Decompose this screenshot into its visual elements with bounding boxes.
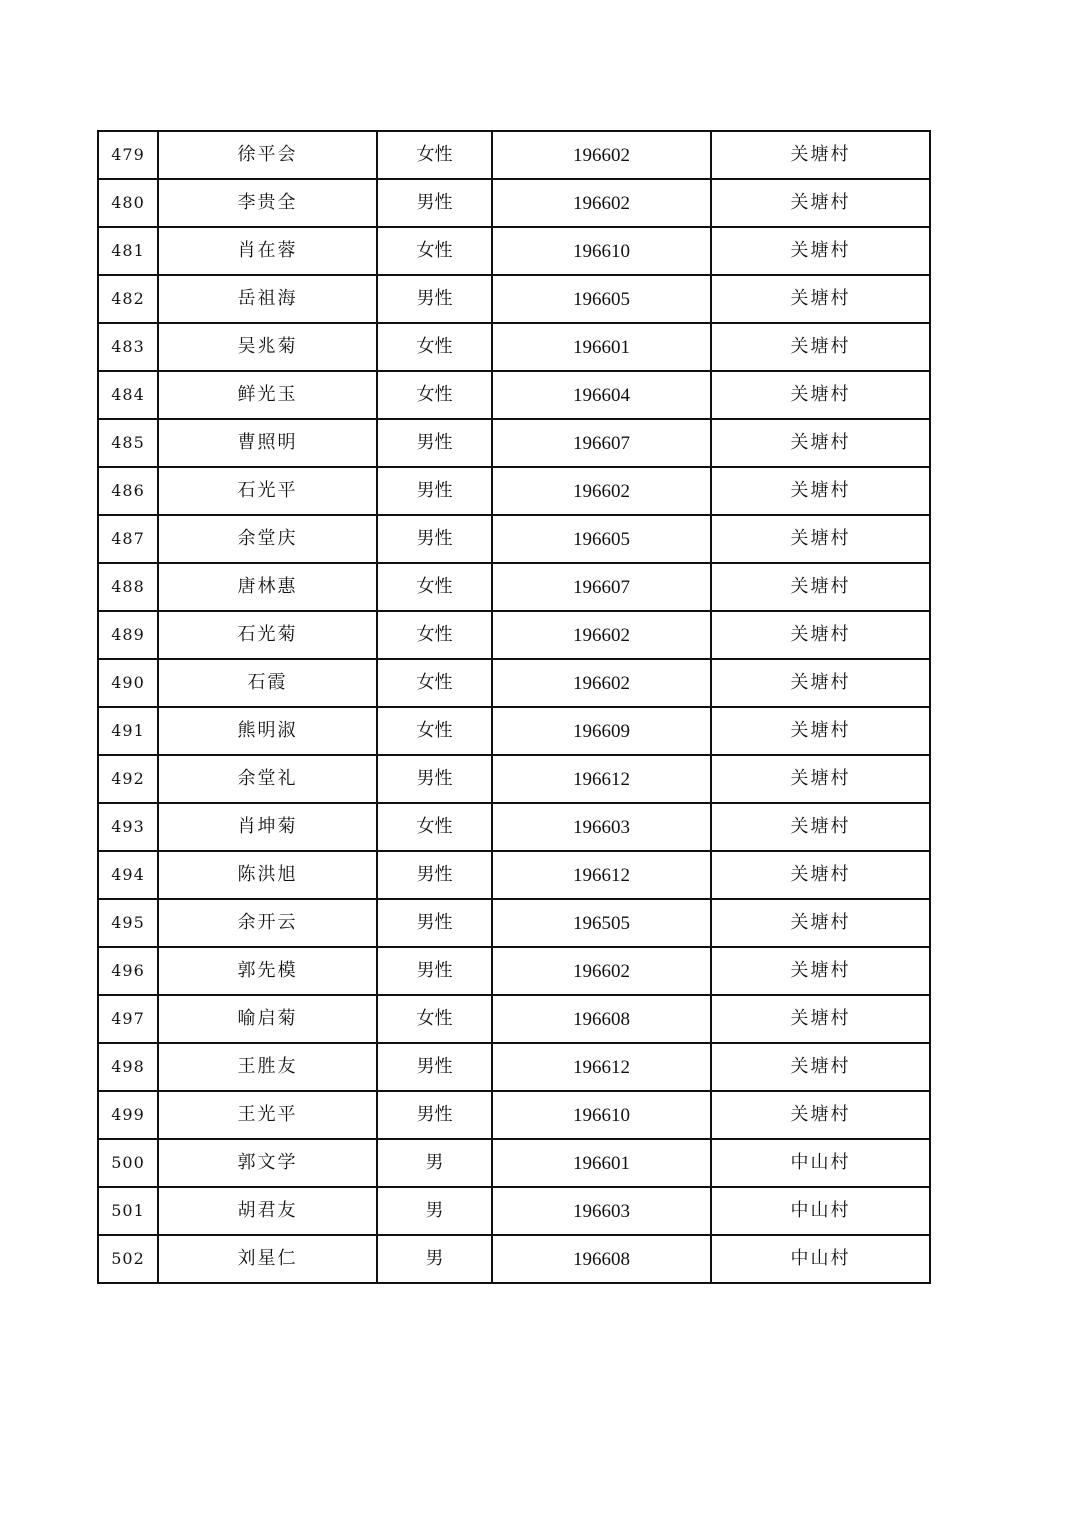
name-cell: 余开云 (158, 899, 377, 947)
name-cell: 余堂礼 (158, 755, 377, 803)
gender-cell: 男性 (377, 275, 492, 323)
village-cell: 关塘村 (711, 227, 930, 275)
gender-cell: 男性 (377, 899, 492, 947)
row-number-cell: 487 (98, 515, 158, 563)
birth-month-cell: 196607 (492, 419, 711, 467)
birth-month-cell: 196601 (492, 1139, 711, 1187)
birth-month-cell: 196602 (492, 947, 711, 995)
name-cell: 郭文学 (158, 1139, 377, 1187)
name-cell: 刘星仁 (158, 1235, 377, 1283)
row-number-cell: 484 (98, 371, 158, 419)
row-number-cell: 500 (98, 1139, 158, 1187)
birth-month-cell: 196610 (492, 227, 711, 275)
name-cell: 徐平会 (158, 131, 377, 179)
table-row (98, 995, 930, 1043)
gender-cell: 男性 (377, 1043, 492, 1091)
table-row (98, 227, 930, 275)
village-cell: 关塘村 (711, 371, 930, 419)
table-row (98, 371, 930, 419)
gender-cell: 男 (377, 1139, 492, 1187)
name-cell: 肖坤菊 (158, 803, 377, 851)
name-cell: 曹照明 (158, 419, 377, 467)
row-number-cell: 497 (98, 995, 158, 1043)
birth-month-cell: 196605 (492, 275, 711, 323)
table-row (98, 131, 930, 179)
birth-month-cell: 196612 (492, 755, 711, 803)
village-cell: 关塘村 (711, 851, 930, 899)
name-cell: 郭先模 (158, 947, 377, 995)
row-number-cell: 480 (98, 179, 158, 227)
village-cell: 关塘村 (711, 1043, 930, 1091)
village-cell: 关塘村 (711, 323, 930, 371)
village-cell: 关塘村 (711, 467, 930, 515)
row-number-cell: 495 (98, 899, 158, 947)
roster-table-body (98, 131, 930, 1283)
village-cell: 关塘村 (711, 275, 930, 323)
village-cell: 关塘村 (711, 179, 930, 227)
table-row (98, 179, 930, 227)
row-number-cell: 488 (98, 563, 158, 611)
name-cell: 熊明淑 (158, 707, 377, 755)
gender-cell: 男性 (377, 467, 492, 515)
row-number-cell: 501 (98, 1187, 158, 1235)
name-cell: 石霞 (158, 659, 377, 707)
gender-cell: 男性 (377, 515, 492, 563)
row-number-cell: 481 (98, 227, 158, 275)
village-cell: 关塘村 (711, 803, 930, 851)
birth-month-cell: 196604 (492, 371, 711, 419)
birth-month-cell: 196602 (492, 131, 711, 179)
birth-month-cell: 196603 (492, 1187, 711, 1235)
gender-cell: 女性 (377, 371, 492, 419)
gender-cell: 女性 (377, 563, 492, 611)
gender-cell: 男性 (377, 947, 492, 995)
name-cell: 王胜友 (158, 1043, 377, 1091)
gender-cell: 女性 (377, 707, 492, 755)
name-cell: 陈洪旭 (158, 851, 377, 899)
table-row (98, 755, 930, 803)
table-row (98, 275, 930, 323)
village-cell: 中山村 (711, 1139, 930, 1187)
name-cell: 王光平 (158, 1091, 377, 1139)
village-cell: 关塘村 (711, 707, 930, 755)
birth-month-cell: 196602 (492, 659, 711, 707)
table-row (98, 563, 930, 611)
table-row (98, 707, 930, 755)
row-number-cell: 493 (98, 803, 158, 851)
village-cell: 关塘村 (711, 419, 930, 467)
table-row (98, 419, 930, 467)
gender-cell: 女性 (377, 131, 492, 179)
birth-month-cell: 196505 (492, 899, 711, 947)
table-row (98, 1235, 930, 1283)
village-cell: 关塘村 (711, 755, 930, 803)
birth-month-cell: 196602 (492, 467, 711, 515)
village-cell: 关塘村 (711, 947, 930, 995)
row-number-cell: 482 (98, 275, 158, 323)
birth-month-cell: 196612 (492, 851, 711, 899)
row-number-cell: 491 (98, 707, 158, 755)
name-cell: 吴兆菊 (158, 323, 377, 371)
table-row (98, 947, 930, 995)
table-row (98, 515, 930, 563)
gender-cell: 女性 (377, 995, 492, 1043)
table-row (98, 659, 930, 707)
row-number-cell: 502 (98, 1235, 158, 1283)
roster-table (97, 130, 931, 1284)
birth-month-cell: 196610 (492, 1091, 711, 1139)
table-row (98, 323, 930, 371)
row-number-cell: 490 (98, 659, 158, 707)
gender-cell: 女性 (377, 323, 492, 371)
birth-month-cell: 196602 (492, 611, 711, 659)
village-cell: 关塘村 (711, 131, 930, 179)
row-number-cell: 489 (98, 611, 158, 659)
gender-cell: 男 (377, 1235, 492, 1283)
village-cell: 关塘村 (711, 515, 930, 563)
table-row (98, 611, 930, 659)
birth-month-cell: 196602 (492, 179, 711, 227)
birth-month-cell: 196601 (492, 323, 711, 371)
birth-month-cell: 196603 (492, 803, 711, 851)
row-number-cell: 494 (98, 851, 158, 899)
row-number-cell: 499 (98, 1091, 158, 1139)
village-cell: 关塘村 (711, 995, 930, 1043)
name-cell: 余堂庆 (158, 515, 377, 563)
gender-cell: 女性 (377, 611, 492, 659)
row-number-cell: 492 (98, 755, 158, 803)
birth-month-cell: 196608 (492, 995, 711, 1043)
row-number-cell: 479 (98, 131, 158, 179)
name-cell: 石光菊 (158, 611, 377, 659)
name-cell: 唐林惠 (158, 563, 377, 611)
row-number-cell: 498 (98, 1043, 158, 1091)
village-cell: 关塘村 (711, 563, 930, 611)
row-number-cell: 483 (98, 323, 158, 371)
gender-cell: 男性 (377, 179, 492, 227)
gender-cell: 男性 (377, 1091, 492, 1139)
table-row (98, 851, 930, 899)
birth-month-cell: 196609 (492, 707, 711, 755)
table-row (98, 1187, 930, 1235)
birth-month-cell: 196607 (492, 563, 711, 611)
table-row (98, 1043, 930, 1091)
row-number-cell: 496 (98, 947, 158, 995)
table-row (98, 899, 930, 947)
village-cell: 关塘村 (711, 899, 930, 947)
gender-cell: 男 (377, 1187, 492, 1235)
gender-cell: 男性 (377, 755, 492, 803)
name-cell: 岳祖海 (158, 275, 377, 323)
row-number-cell: 485 (98, 419, 158, 467)
name-cell: 鲜光玉 (158, 371, 377, 419)
gender-cell: 男性 (377, 419, 492, 467)
table-row (98, 803, 930, 851)
name-cell: 胡君友 (158, 1187, 377, 1235)
village-cell: 关塘村 (711, 611, 930, 659)
gender-cell: 男性 (377, 851, 492, 899)
table-row (98, 1091, 930, 1139)
birth-month-cell: 196605 (492, 515, 711, 563)
gender-cell: 女性 (377, 227, 492, 275)
name-cell: 喻启菊 (158, 995, 377, 1043)
table-row (98, 1139, 930, 1187)
gender-cell: 女性 (377, 803, 492, 851)
name-cell: 李贵全 (158, 179, 377, 227)
birth-month-cell: 196612 (492, 1043, 711, 1091)
village-cell: 关塘村 (711, 1091, 930, 1139)
gender-cell: 女性 (377, 659, 492, 707)
table-row (98, 467, 930, 515)
birth-month-cell: 196608 (492, 1235, 711, 1283)
row-number-cell: 486 (98, 467, 158, 515)
village-cell: 中山村 (711, 1187, 930, 1235)
name-cell: 石光平 (158, 467, 377, 515)
name-cell: 肖在蓉 (158, 227, 377, 275)
village-cell: 关塘村 (711, 659, 930, 707)
village-cell: 中山村 (711, 1235, 930, 1283)
